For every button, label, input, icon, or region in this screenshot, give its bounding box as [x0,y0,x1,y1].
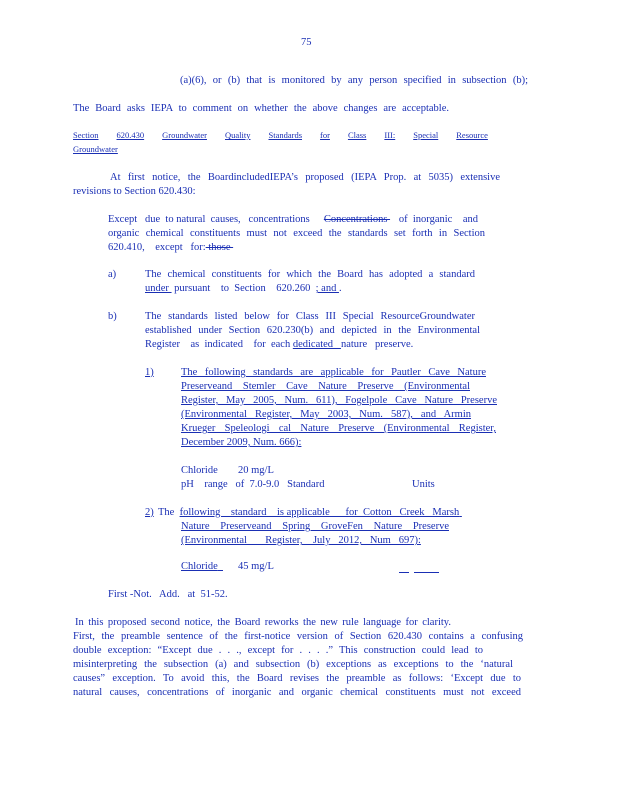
heading-word: III: [384,130,396,140]
plain-text: pursuant to Section 620.260 [171,283,316,294]
item-1-line: Krueger Speleologi cal Nature Preserve (Environmental Register, [181,423,496,434]
ph-units: Units [412,479,435,490]
citation: First -Not. Add. at 51-52. [108,589,228,600]
preamble-text: 620.410, except for: [108,242,206,253]
rule-preamble-line1 [108,213,478,227]
item-2-label: 2) [145,507,154,518]
subsection-a-line1: The chemical constituents for which the Board has adopted a standard [145,269,475,280]
heading-word: Standards [268,130,303,140]
subsection-b-label: b) [108,311,117,322]
plain-text: The [158,507,180,518]
item-1-line: December 2009, Num. 666): [181,437,302,448]
struck-text: those [205,242,234,253]
subsection-b-line1: The standards listed below for Class III Special ResourceGroundwater [145,311,475,322]
preamble-text: Except due to natural causes, concentrations [108,214,321,225]
closing-line: In this proposed second notice, the Board reworks the new rule language for clarity. [75,617,451,628]
item-2-line1 [158,506,485,520]
heading-word: Class [347,130,367,140]
subsection-b-line3 [145,338,413,352]
item-1-line: Register, May 2005, Num. 611), Fogelpole Cave Nature Preserve [181,395,497,406]
ph-range: pH range of 7.0-9.0 Standard [181,479,325,490]
board-request-paragraph: The Board asks IEPA to comment on whether the above changes are acceptable. [73,103,449,114]
chloride-2-label [181,560,223,574]
subsection-a-label: a) [108,269,117,280]
section-heading [73,129,488,142]
page-number: 75 [301,37,312,48]
plain-text: . [338,283,342,294]
heading-word: Special [413,130,439,140]
inserted-text: under [145,283,172,294]
item-1-line: The following standards are applicable for Pautler Cave Nature [181,367,486,378]
chloride-text: Chloride [181,561,218,572]
item-2-line3: (Environmental Register, July 2012, Num 697): [181,535,421,546]
first-notice-line1: At first notice, the BoardincludedIEPA’s proposed (IEPA Prop. at 5035) extensive [110,172,500,183]
heading-word: Section [73,130,99,140]
heading-word: for [320,130,330,140]
underline-tail [459,506,485,520]
section-heading-line2: Groundwater [73,144,118,154]
preamble-text: of inorganic and [393,214,478,225]
blank-rule-long [414,572,439,573]
closing-line: natural causes, concentrations of inorganic and organic chemical constituents must not exceed [73,687,521,698]
closing-line: double exception: “Except due . . ., except for . . . .” This construction could lead to [73,645,483,656]
closing-line: misinterpreting the subsection (a) and subsection (b) exceptions as exceptions to the ‘natural [73,659,513,670]
inserted-text: dedicated [292,339,341,350]
rule-preamble-line3 [108,241,233,255]
struck-text: Concentrations [323,214,391,225]
closing-line: causes” exception. To avoid this, the Board revises the preamble as follows: ‘Except due to [73,673,521,684]
chloride-label: Chloride [181,465,218,476]
chloride-value: 20 mg/L [238,465,274,476]
blank-rule-short [399,572,409,573]
item-2-line2: Nature Preserveand Spring GroveFen Nature Preserve [181,521,449,532]
heading-word: Quality [224,130,251,140]
inserted-text: ; and [315,283,339,294]
closing-line: First, the preamble sentence of the first-notice version of Section 620.430 contains a confusing [73,631,523,642]
rule-preamble-line2: organic chemical constituents must not exceed the standards set forth in Section [108,228,485,239]
item-1-line: Preserveand Stemler Cave Nature Preserve (Environmental [181,381,470,392]
heading-word: Groundwater [162,130,207,140]
heading-word: 620.430 [116,130,145,140]
first-notice-line2: revisions to Section 620.430: [73,186,196,197]
item-1-label: 1) [145,367,154,378]
subsection-a-line2 [145,282,342,296]
item-1-line: (Environmental Register, May 2003, Num. 587), and Armin [181,409,471,420]
plain-text: nature preserve. [340,339,414,350]
inserted-text: following standard is applicable for Cotton Creek Marsh [179,507,460,518]
subsection-b-line2: established under Section 620.230(b) and depicted in the Environmental [145,325,480,336]
plain-text: Register as indicated for each [145,339,293,350]
heading-word: Resource [456,130,488,140]
continuation-line: (a)(6), or (b) that is monitored by any person specified in subsection (b); [180,75,528,86]
chloride-2-value: 45 mg/L [238,561,274,572]
